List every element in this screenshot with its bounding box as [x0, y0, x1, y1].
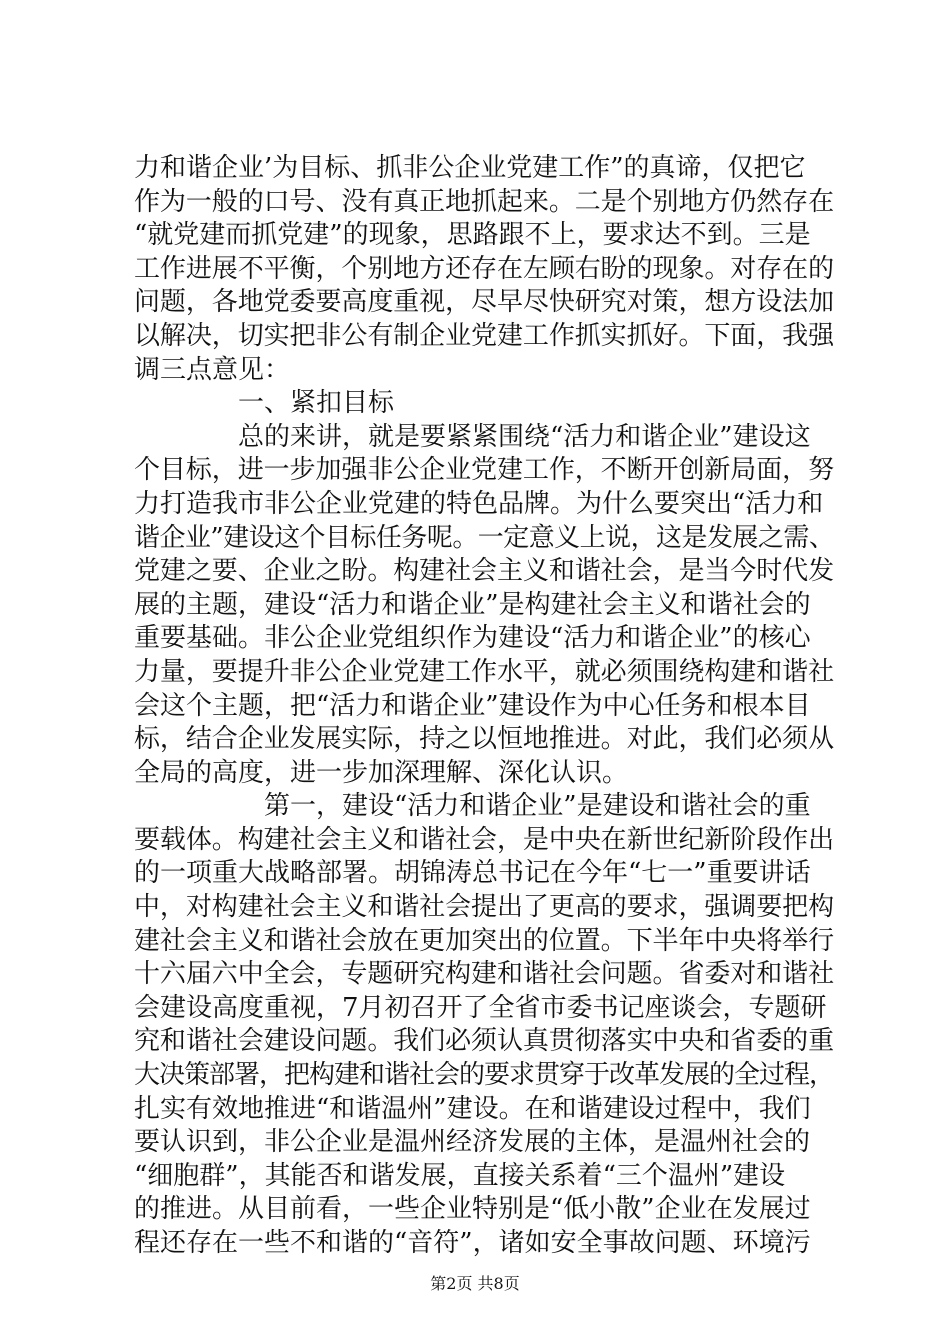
text-line: 究和谐社会建设问题。我们必须认真贯彻落实中央和省委的重 [134, 1026, 835, 1057]
text-line: 力量，要提升非公企业党建工作水平，就必须围绕构建和谐社 [134, 656, 835, 687]
text-line: 的一项重大战略部署。胡锦涛总书记在今年“七一”重要讲话 [134, 858, 811, 889]
text-line: 要载体。构建社会主义和谐社会，是中央在新世纪新阶段作出 [134, 824, 835, 855]
text-line: 标，结合企业发展实际，持之以恒地推进。对此，我们必须从 [134, 724, 835, 755]
text-line: 第一，建设“活力和谐企业”是建设和谐社会的重 [134, 791, 811, 822]
text-line: “细胞群”，其能否和谐发展，直接关系着“三个温州”建设 [134, 1160, 786, 1191]
text-line: 全局的高度，进一步加深理解、深化认识。 [134, 757, 629, 788]
text-line: 谐企业”建设这个目标任务呢。一定意义上说，这是发展之需、 [134, 522, 835, 553]
text-line: 会这个主题，把“活力和谐企业”建设作为中心任务和根本目 [134, 690, 811, 721]
text-line: 问题，各地党委要高度重视，尽早尽快研究对策，想方设法加 [134, 287, 835, 318]
text-line: 以解决，切实把非公有制企业党建工作抓实抓好。下面，我强 [134, 320, 835, 351]
body-text [134, 152, 834, 1261]
text-line: 十六届六中全会，专题研究构建和谐社会问题。省委对和谐社 [134, 959, 835, 990]
text-line: 党建之要、企业之盼。构建社会主义和谐社会，是当今时代发 [134, 556, 835, 587]
text-line: 大决策部署，把构建和谐社会的要求贯穿于改革发展的全过程， [134, 1060, 835, 1091]
text-line: 的推进。从目前看，一些企业特别是“低小散”企业在发展过 [134, 1194, 811, 1225]
text-line: 作为一般的口号、没有真正地抓起来。二是个别地方仍然存在 [134, 186, 835, 217]
text-line: 程还存在一些不和谐的“音符”，诸如安全事故问题、环境污 [134, 1228, 811, 1258]
text-line: 重要基础。非公企业党组织作为建设“活力和谐企业”的核心 [134, 623, 811, 654]
text-line: 扎实有效地推进“和谐温州”建设。在和谐建设过程中，我们 [134, 1093, 811, 1124]
text-line: “就党建而抓党建”的现象，思路跟不上，要求达不到。三是 [134, 220, 811, 251]
page-footer: 第2页 共8页 [430, 1274, 520, 1293]
text-line: 力和谐企业’为目标、抓非公企业党建工作”的真谛，仅把它 [134, 153, 806, 183]
text-line: 一、紧扣目标 [134, 388, 395, 419]
text-line: 建社会主义和谐社会放在更加突出的位置。下半年中央将举行 [134, 925, 835, 956]
text-line: 中，对构建社会主义和谐社会提出了更高的要求，强调要把构 [134, 892, 835, 923]
text-line: 调三点意见： [134, 354, 291, 385]
text-line: 要认识到，非公企业是温州经济发展的主体，是温州社会的 [134, 1127, 811, 1158]
text-line: 工作进展不平衡，个别地方还存在左顾右盼的现象。对存在的 [134, 253, 835, 284]
text-line: 总的来讲，就是要紧紧围绕“活力和谐企业”建设这 [134, 421, 811, 452]
text-line: 会建设高度重视，7月初召开了全省市委书记座谈会，专题研 [134, 992, 827, 1023]
text-line: 展的主题，建设“活力和谐企业”是构建社会主义和谐社会的 [134, 589, 811, 620]
text-line: 个目标，进一步加强非公企业党建工作，不断开创新局面，努 [134, 455, 835, 486]
text-line: 力打造我市非公企业党建的特色品牌。为什么要突出“活力和 [134, 488, 824, 519]
